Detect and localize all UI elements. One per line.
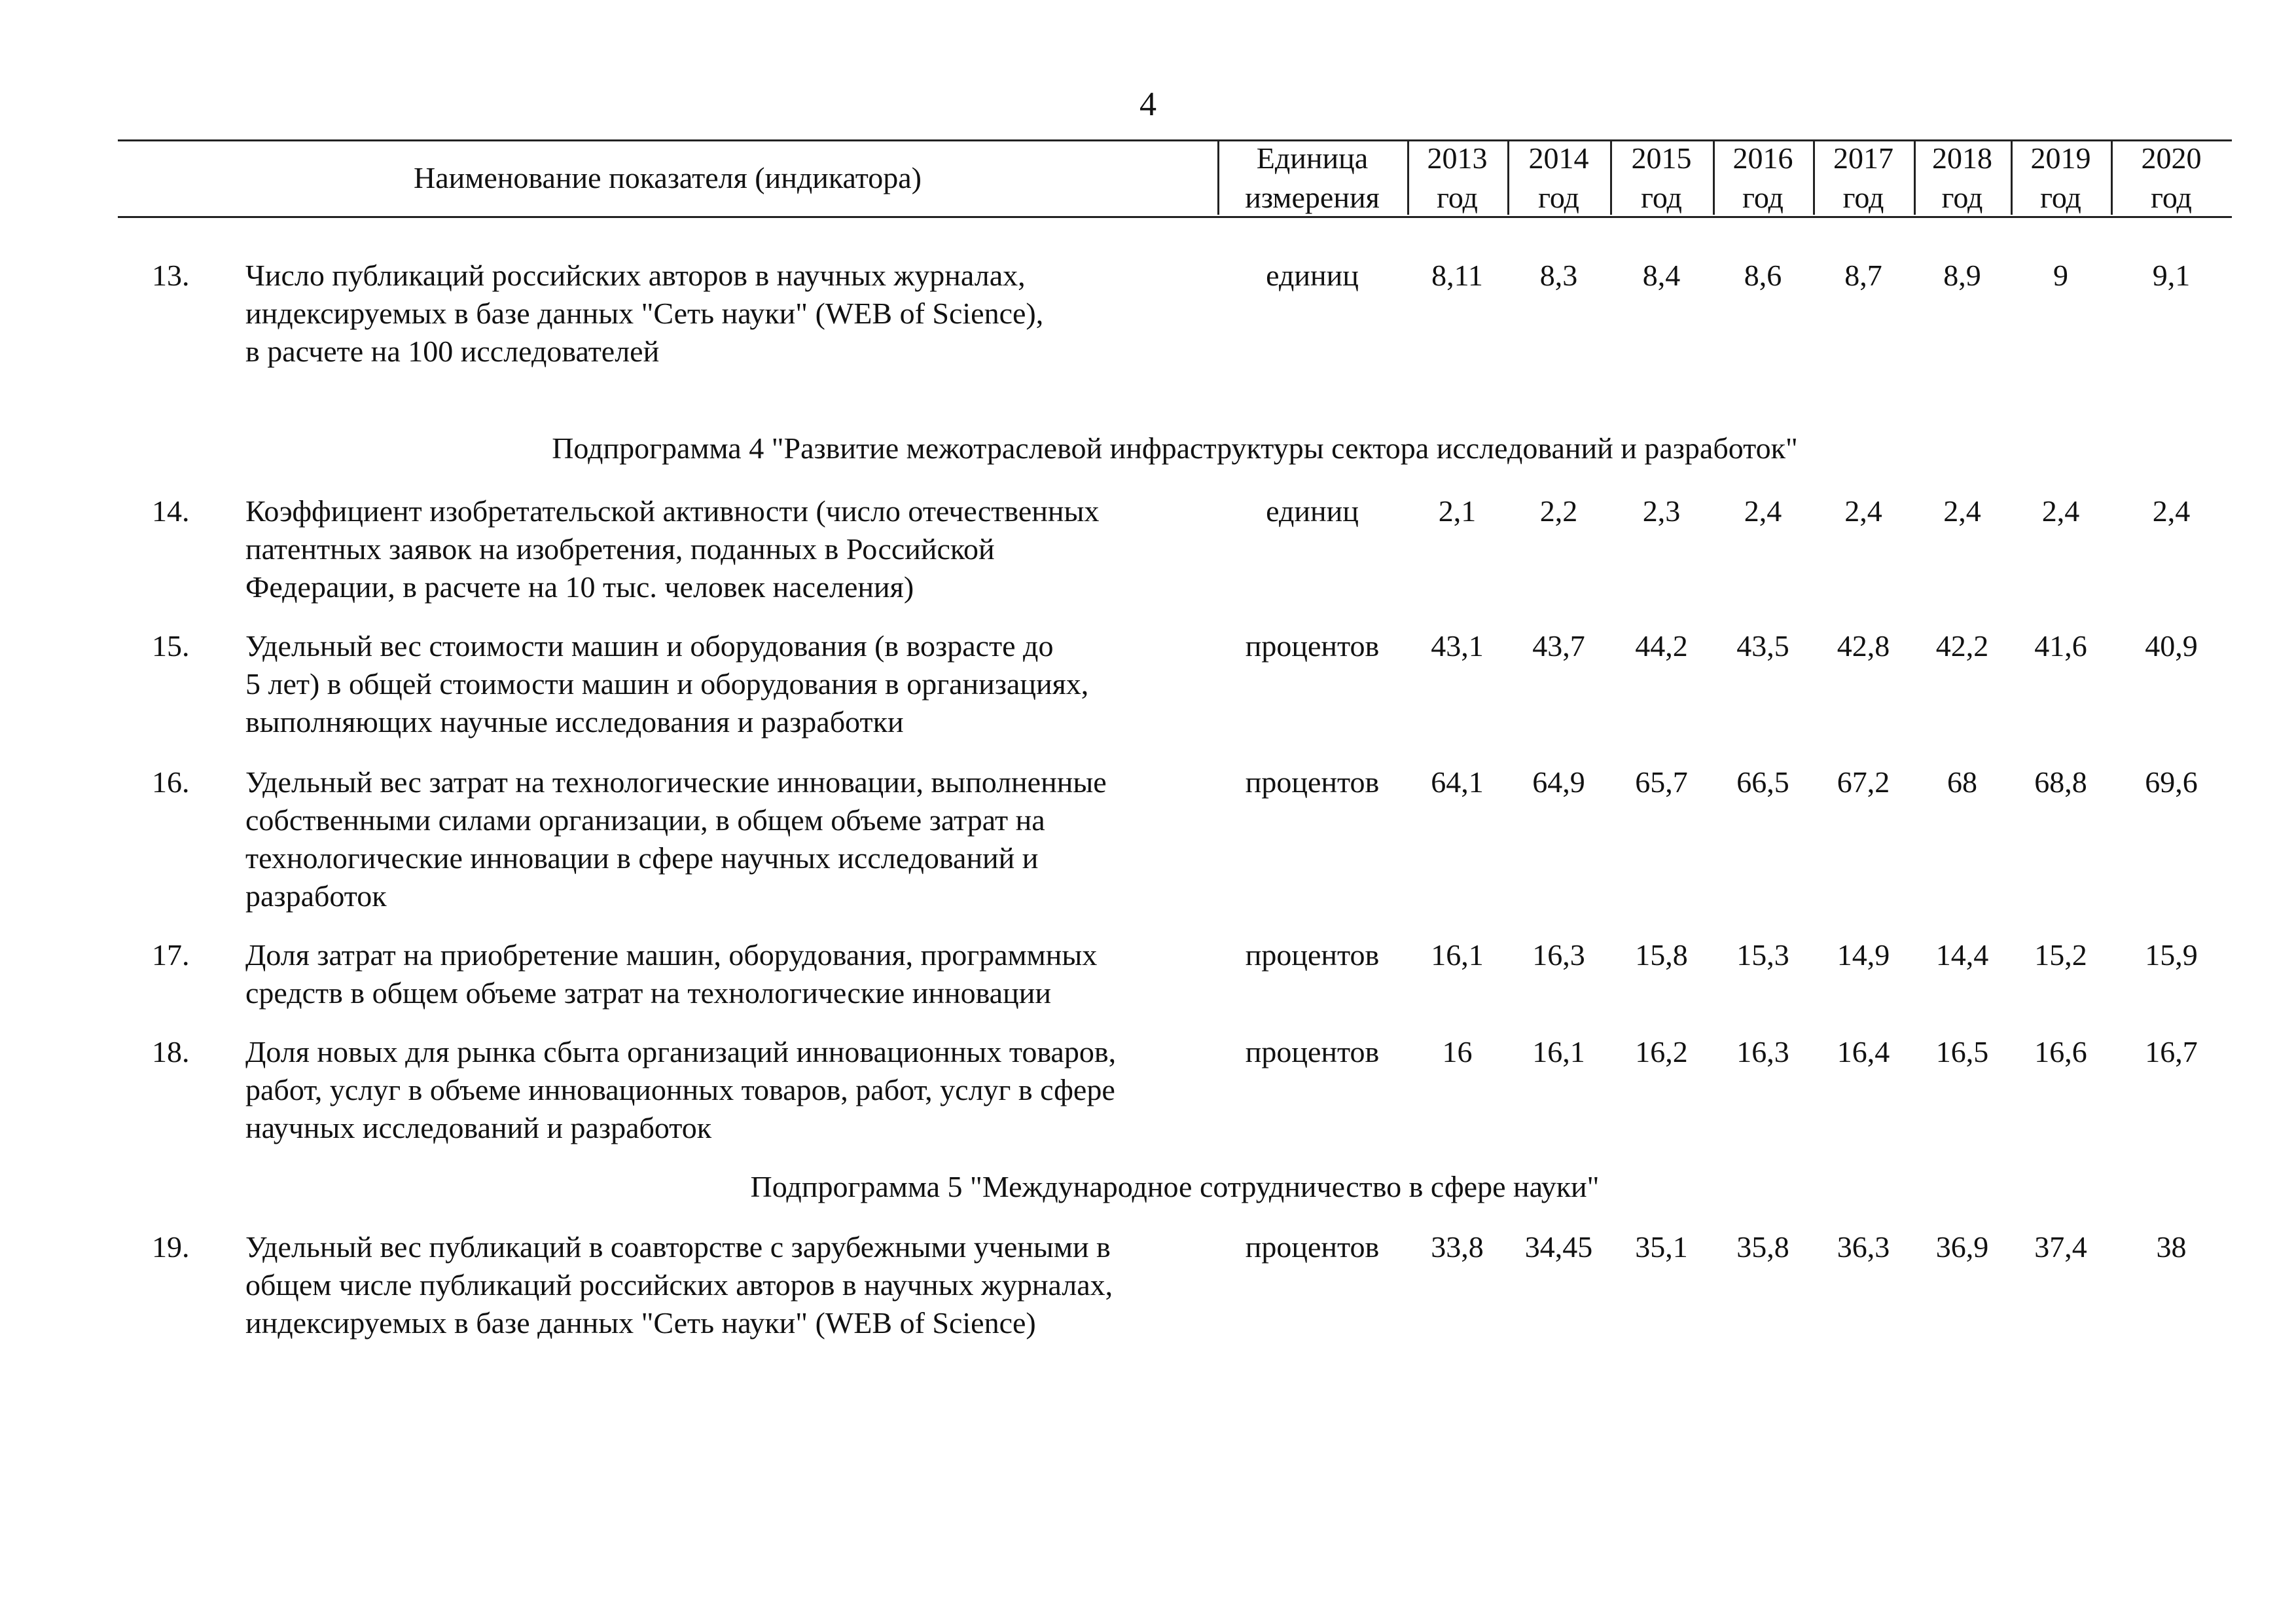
indicator-line: Федерации, в расчете на 10 тыс. человек населения) <box>245 570 914 604</box>
row-number: 18. <box>152 1035 190 1068</box>
value-2019: 41,6 <box>2034 629 2087 663</box>
indicator-line: работ, услуг в объеме инновационных товаров, работ, услуг в сфере <box>245 1073 1115 1106</box>
value-2013: 2,1 <box>1438 494 1477 528</box>
value-2013: 8,11 <box>1431 259 1483 292</box>
value-2019: 15,2 <box>2034 938 2087 972</box>
indicator-description <box>245 257 1214 371</box>
header-year: 2018 <box>1932 141 1992 175</box>
unit-cell: единиц <box>1266 494 1359 528</box>
header-year: 2020 <box>2141 141 2202 175</box>
value-2015: 44,2 <box>1635 629 1688 663</box>
value-2020: 40,9 <box>2145 629 2198 663</box>
header-indicator-name <box>118 141 1217 215</box>
indicator-line: выполняющих научные исследования и разработки <box>245 705 904 739</box>
value-2020: 2,4 <box>2152 494 2191 528</box>
row-number: 14. <box>152 494 190 528</box>
indicator-description <box>245 936 1214 1012</box>
indicator-line: Удельный вес публикаций в соавторстве с зарубежными учеными в <box>245 1230 1111 1264</box>
value-2018: 14,4 <box>1935 938 1989 972</box>
header-year-suffix: год <box>1641 181 1682 214</box>
value-2020: 38 <box>2156 1230 2187 1264</box>
indicator-line: индексируемых в базе данных "Сеть науки" (WEB of Science), <box>245 297 1044 330</box>
value-2016: 66,5 <box>1736 765 1789 799</box>
subprogram-4-heading: Подпрограмма 4 "Развитие межотраслевой инфраструктуры сектора исследований и разработок" <box>552 431 1798 465</box>
value-2017: 2,4 <box>1844 494 1882 528</box>
value-2013: 64,1 <box>1431 765 1484 799</box>
unit-cell: процентов <box>1245 1230 1380 1264</box>
value-2019: 2,4 <box>2041 494 2080 528</box>
header-year-suffix: год <box>2151 181 2192 214</box>
row-number: 15. <box>152 629 190 663</box>
indicator-description <box>245 1033 1214 1147</box>
indicator-line: патентных заявок на изобретения, поданных в Российской <box>245 532 995 566</box>
value-2013: 33,8 <box>1431 1230 1484 1264</box>
indicator-description <box>245 627 1214 741</box>
value-2018: 16,5 <box>1935 1035 1989 1068</box>
value-2016: 15,3 <box>1736 938 1789 972</box>
value-2018: 2,4 <box>1943 494 1981 528</box>
value-2017: 42,8 <box>1837 629 1890 663</box>
header-year-2013 <box>1407 141 1507 215</box>
value-2020: 69,6 <box>2145 765 2198 799</box>
value-2015: 15,8 <box>1635 938 1688 972</box>
value-2014: 8,3 <box>1539 259 1578 292</box>
indicator-line: общем числе публикаций российских авторов в научных журналах, <box>245 1268 1113 1302</box>
value-2016: 16,3 <box>1736 1035 1789 1068</box>
indicator-line: Коэффициент изобретательской активности (число отечественных <box>245 494 1100 528</box>
unit-cell: процентов <box>1245 938 1380 972</box>
indicator-line: Удельный вес затрат на технологические инновации, выполненные <box>245 765 1107 799</box>
header-year-suffix: год <box>1437 181 1478 214</box>
row-number: 13. <box>152 259 190 292</box>
value-2017: 8,7 <box>1844 259 1882 292</box>
unit-cell: процентов <box>1245 629 1380 663</box>
value-2016: 35,8 <box>1736 1230 1789 1264</box>
indicator-line: Доля затрат на приобретение машин, оборудования, программных <box>245 938 1098 972</box>
row-number: 19. <box>152 1230 190 1264</box>
value-2020: 15,9 <box>2145 938 2198 972</box>
header-unit-line1: Единица <box>1256 141 1369 175</box>
row-number: 16. <box>152 765 190 799</box>
header-year-suffix: год <box>1941 181 1983 214</box>
indicator-line: 5 лет) в общей стоимости машин и оборудования в организациях, <box>245 667 1089 701</box>
value-2016: 43,5 <box>1736 629 1789 663</box>
value-2018: 8,9 <box>1943 259 1981 292</box>
header-year: 2017 <box>1833 141 1893 175</box>
header-year-2015 <box>1610 141 1713 215</box>
unit-cell: процентов <box>1245 765 1380 799</box>
value-2014: 34,45 <box>1524 1230 1593 1264</box>
header-year: 2015 <box>1631 141 1692 175</box>
value-2020: 16,7 <box>2145 1035 2198 1068</box>
indicator-line: технологические инновации в сфере научных исследований и <box>245 841 1039 875</box>
value-2013: 16,1 <box>1431 938 1484 972</box>
value-2013: 16 <box>1442 1035 1473 1068</box>
header-year: 2013 <box>1427 141 1488 175</box>
value-2014: 16,1 <box>1532 1035 1585 1068</box>
indicator-line: в расчете на 100 исследователей <box>245 335 660 368</box>
value-2017: 14,9 <box>1837 938 1890 972</box>
value-2014: 16,3 <box>1532 938 1585 972</box>
value-2015: 16,2 <box>1635 1035 1688 1068</box>
value-2015: 35,1 <box>1635 1230 1688 1264</box>
header-year-suffix: год <box>1538 181 1579 214</box>
header-year-suffix: год <box>1742 181 1784 214</box>
header-year-2020 <box>2111 141 2232 215</box>
page-number: 4 <box>1139 86 1157 123</box>
header-year-2014 <box>1507 141 1610 215</box>
indicator-line: средств в общем объеме затрат на технологические инновации <box>245 976 1051 1010</box>
value-2016: 8,6 <box>1744 259 1782 292</box>
value-2020: 9,1 <box>2152 259 2191 292</box>
indicator-line: разработок <box>245 879 387 913</box>
header-unit <box>1217 141 1407 215</box>
header-year-2018 <box>1914 141 2011 215</box>
indicator-description <box>245 763 1214 915</box>
indicator-description <box>245 492 1214 606</box>
value-2019: 16,6 <box>2034 1035 2087 1068</box>
value-2017: 16,4 <box>1837 1035 1890 1068</box>
value-2017: 36,3 <box>1837 1230 1890 1264</box>
header-year: 2016 <box>1732 141 1793 175</box>
value-2015: 8,4 <box>1642 259 1681 292</box>
header-unit-line2: измерения <box>1245 181 1380 214</box>
subprogram-5-heading: Подпрограмма 5 "Международное сотрудничество в сфере науки" <box>750 1170 1600 1203</box>
value-2018: 42,2 <box>1935 629 1989 663</box>
indicator-line: Доля новых для рынка сбыта организаций инновационных товаров, <box>245 1035 1117 1068</box>
value-2014: 64,9 <box>1532 765 1585 799</box>
header-year-2019 <box>2011 141 2111 215</box>
unit-cell: процентов <box>1245 1035 1380 1068</box>
value-2018: 68 <box>1947 765 1977 799</box>
header-year-suffix: год <box>1842 181 1884 214</box>
indicator-line: научных исследований и разработок <box>245 1111 712 1144</box>
value-2017: 67,2 <box>1837 765 1890 799</box>
value-2015: 2,3 <box>1642 494 1681 528</box>
header-year: 2019 <box>2030 141 2091 175</box>
indicator-line: индексируемых в базе данных "Сеть науки" (WEB of Science) <box>245 1306 1036 1340</box>
value-2015: 65,7 <box>1635 765 1688 799</box>
value-2019: 9 <box>2053 259 2068 292</box>
header-indicator-name-text: Наименование показателя (индикатора) <box>414 161 922 194</box>
value-2019: 68,8 <box>2034 765 2087 799</box>
value-2014: 43,7 <box>1532 629 1585 663</box>
value-2019: 37,4 <box>2034 1230 2087 1264</box>
value-2013: 43,1 <box>1431 629 1484 663</box>
indicator-description <box>245 1228 1214 1342</box>
row-number: 17. <box>152 938 190 972</box>
header-year-suffix: год <box>2040 181 2081 214</box>
indicator-line: собственными силами организации, в общем объеме затрат на <box>245 803 1045 837</box>
indicator-line: Число публикаций российских авторов в научных журналах, <box>245 259 1026 292</box>
header-year-2017 <box>1813 141 1914 215</box>
header-year-2016 <box>1713 141 1813 215</box>
indicator-line: Удельный вес стоимости машин и оборудования (в возрасте до <box>245 629 1054 663</box>
unit-cell: единиц <box>1266 259 1359 292</box>
header-year: 2014 <box>1528 141 1589 175</box>
value-2018: 36,9 <box>1935 1230 1989 1264</box>
header-bottom-rule <box>118 216 2232 218</box>
value-2014: 2,2 <box>1539 494 1578 528</box>
value-2016: 2,4 <box>1744 494 1782 528</box>
